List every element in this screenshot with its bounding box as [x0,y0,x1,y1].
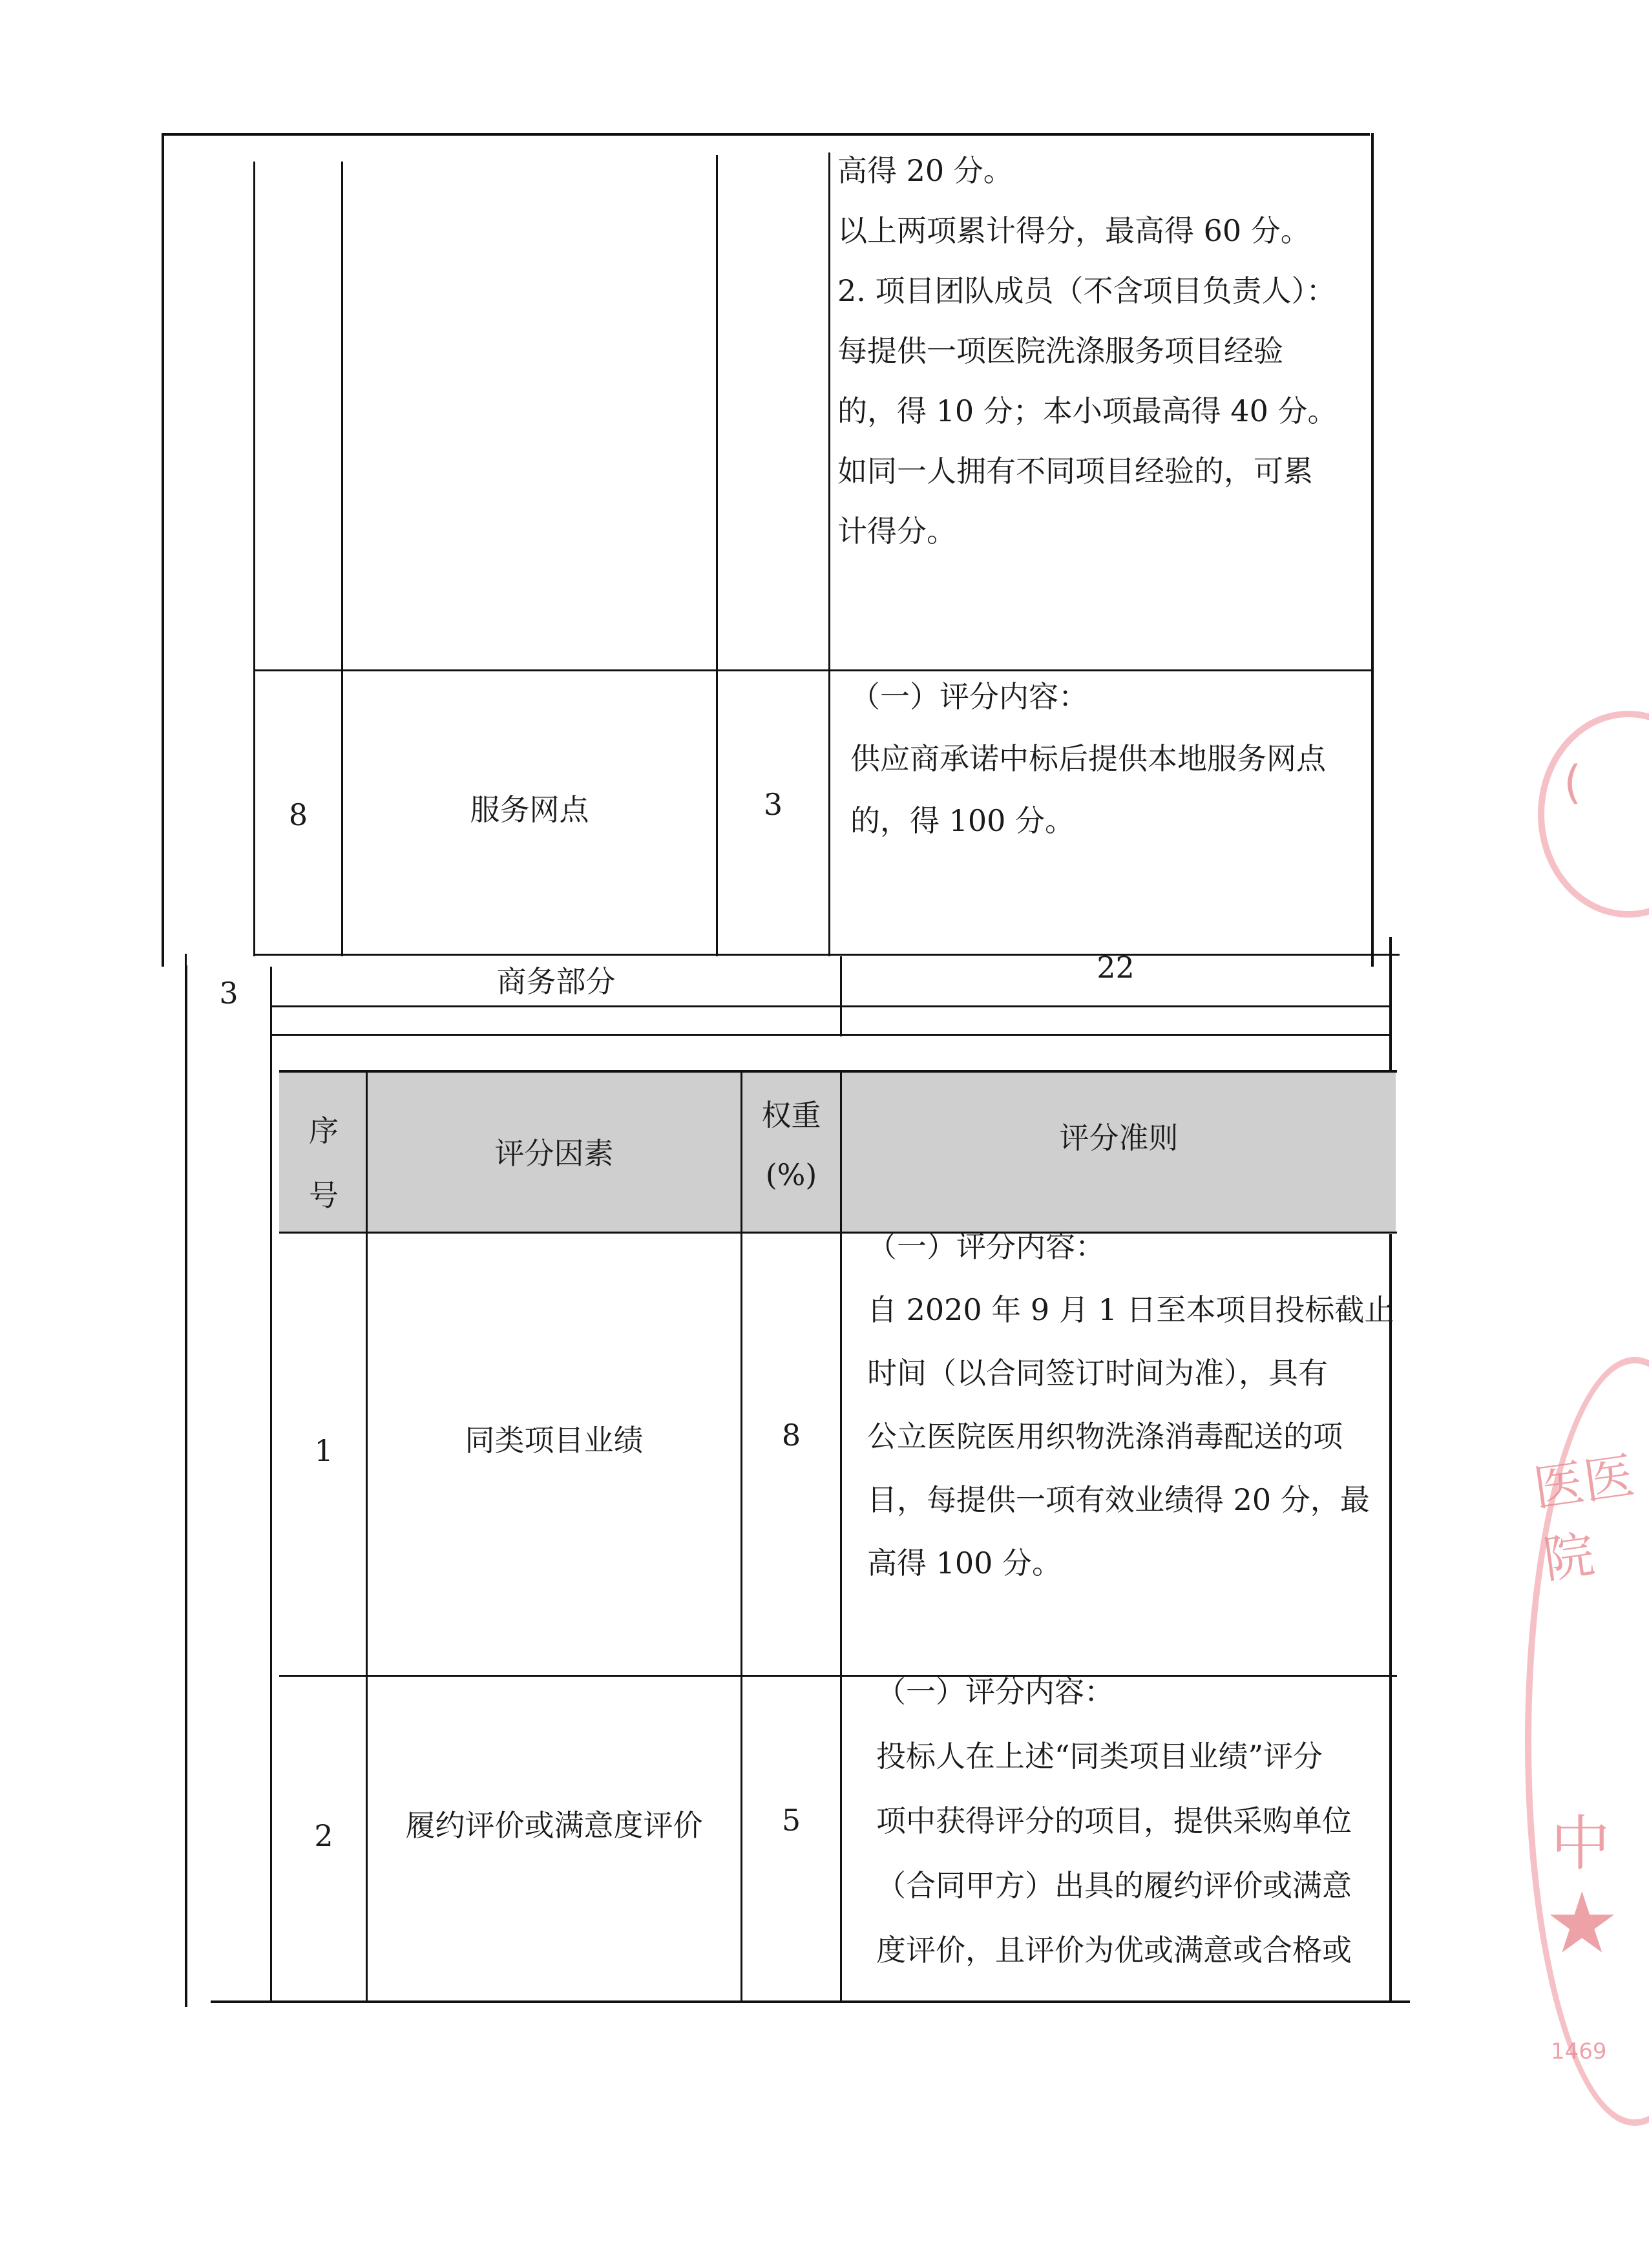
seal-star-icon: ★ [1544,1874,1620,1972]
header-criteria: 评分准则 [1059,1120,1179,1155]
row1-weight: 8 [781,1418,801,1453]
col-line-2 [341,162,343,956]
row8-seq: 8 [288,797,308,832]
outer-border-left [162,133,164,967]
outer-border-bottom [211,2000,1410,2003]
row2-criteria: （一）评分内容： 投标人在上述“同类项目业绩”评分 项中获得评分的项目，提供采购单位 （合同甲方）出具的履约评价或满意 度评价，且评价为优或满意或合格或 [876,1674,1352,1968]
seal-ring-upper [1538,711,1649,918]
header-col-2 [740,1073,742,2003]
row1-factor: 同类项目业绩 [465,1423,644,1458]
blank-row-left [270,1005,272,2000]
header-factor: 评分因素 [494,1136,614,1171]
blank-row-bottom [270,1034,1391,1036]
business-row-bottom [270,1005,1391,1007]
row2-seq: 2 [314,1818,333,1853]
header-seq: 序 号 [309,1113,339,1213]
seal-text-hospital: 医医院 [1529,1447,1638,1590]
row8-criteria: （一）评分内容： 供应商承诺中标后提供本地服务网点 的，得 100 分。 [850,679,1326,838]
row8-weight: 3 [763,787,783,822]
header-top [279,1070,1397,1073]
row8-factor: 服务网点 [470,792,589,827]
seal-text-center: 中 [1551,1809,1611,1878]
col-line-4 [828,152,830,956]
business-total: 22 [1097,950,1135,985]
outer-border-top [162,133,1370,136]
seal-number: 1469 [1551,2039,1607,2064]
business-divider-left [185,954,187,2000]
seal-fragment-upper: ( [1564,756,1582,809]
col-line-1 [253,162,255,956]
col-line-3 [716,155,718,956]
row1-seq: 1 [314,1433,333,1468]
business-section-number: 3 [219,976,238,1011]
header-weight: 权重 (%) [761,1098,821,1192]
header-col-1 [366,1073,368,2003]
header-col-3 [840,1073,842,2003]
row2-factor: 履约评价或满意度评价 [405,1808,703,1843]
business-label: 商务部分 [496,964,616,999]
row2-weight: 5 [781,1803,801,1838]
row1-criteria: （一）评分内容： 自 2020 年 9 月 1 日至本项目投标截止 时间（以合同签订时间为准），具有 公立医院医用织物洗涤消毒配送的项 目，每提供一项有效业绩得 20 分，最 高得 100 分。 [867,1229,1394,1580]
top-criteria-text: 高得 20 分。 以上两项累计得分，最高得 60 分。 2. 项目团队成员（不含项目负责人）： 每提供一项医院洗涤服务项目经验 的，得 10 分；本小项最高得 40 分。 如同一人拥有不同项目经验的，可累 计得分。 [837,153,1338,549]
